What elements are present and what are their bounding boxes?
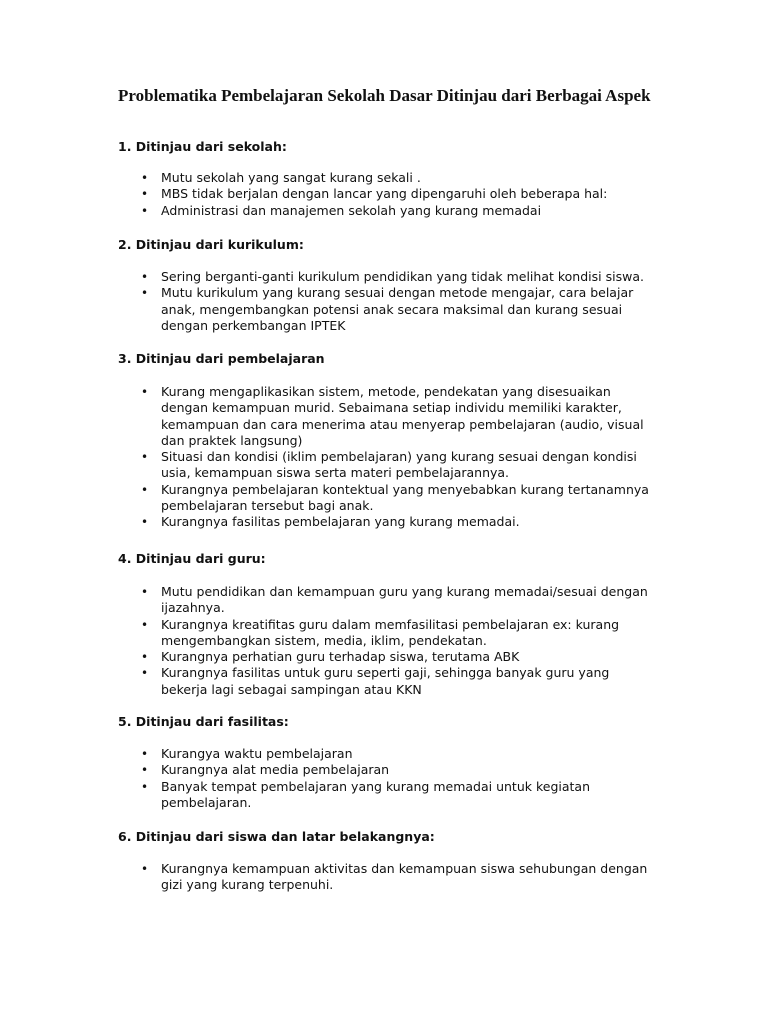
section-guru: [118, 550, 678, 698]
list-item: • Sering berganti-ganti kurikulum pendidikan yang tidak melihat kondisi siswa.: [118, 269, 651, 285]
section-heading: 6. Ditinjau dari siswa dan latar belakangnya:: [118, 829, 435, 844]
list-item: • Kurangnya fasilitas pembelajaran yang kurang memadai.: [118, 514, 651, 530]
list-item: • Banyak tempat pembelajaran yang kurang memadai untuk kegiatan pembelajaran.: [118, 779, 651, 812]
list-item: • Administrasi dan manajemen sekolah yang kurang memadai: [118, 203, 651, 219]
section-kurikulum: [118, 236, 678, 334]
list-item: • Kurangnya kemampuan aktivitas dan kemampuan siswa sehubungan dengan gizi yang kurang terpenuhi.: [118, 861, 651, 894]
list-item: • Mutu pendidikan dan kemampuan guru yang kurang memadai/sesuai dengan ijazahnya.: [118, 584, 651, 617]
bullet-list: [118, 584, 678, 698]
list-item: • Mutu sekolah yang sangat kurang sekali .: [118, 170, 651, 186]
list-item: • Kurang mengaplikasikan sistem, metode, pendekatan yang disesuaikan dengan kemampuan murid. Sebaimana setiap individu memiliki karakter, kemampuan dan cara menerima atau menyerap pembelajaran (audio, visual dan praktek langsung): [118, 384, 651, 449]
list-item: • MBS tidak berjalan dengan lancar yang dipengaruhi oleh beberapa hal:: [118, 186, 651, 202]
list-item: • Situasi dan kondisi (iklim pembelajaran) yang kurang sesuai dengan kondisi usia, kemampuan siswa serta materi pembelajarannya.: [118, 449, 651, 482]
bullet-list: [118, 269, 678, 334]
list-item: • Kurangya waktu pembelajaran: [118, 746, 651, 762]
bullet-list: [118, 384, 678, 531]
bullet-list: [118, 170, 678, 219]
section-pembelajaran: [118, 350, 678, 531]
list-item: • Kurangnya alat media pembelajaran: [118, 762, 651, 778]
section-sekolah: [118, 138, 678, 219]
section-fasilitas: [118, 713, 678, 811]
list-item: • Kurangnya perhatian guru terhadap siswa, terutama ABK: [118, 649, 651, 665]
list-item: • Kurangnya kreatifitas guru dalam memfasilitasi pembelajaran ex: kurang mengembangkan sistem, media, iklim, pendekatan.: [118, 617, 651, 650]
list-item: • Mutu kurikulum yang kurang sesuai dengan metode mengajar, cara belajar anak, mengembangkan potensi anak secara maksimal dan kurang sesuai dengan perkembangan IPTEK: [118, 285, 651, 334]
section-heading: 2. Ditinjau dari kurikulum:: [118, 237, 304, 252]
list-item: • Kurangnya fasilitas untuk guru seperti gaji, sehingga banyak guru yang bekerja lagi sebagai sampingan atau KKN: [118, 665, 651, 698]
bullet-list: [118, 861, 678, 894]
page-title: Problematika Pembelajaran Sekolah Dasar Ditinjau dari Berbagai Aspek: [118, 86, 651, 105]
section-heading: 1. Ditinjau dari sekolah:: [118, 139, 287, 154]
section-siswa: [118, 828, 678, 894]
list-item: • Kurangnya pembelajaran kontektual yang menyebabkan kurang tertanamnya pembelajaran tersebut bagi anak.: [118, 482, 651, 515]
bullet-list: [118, 746, 678, 811]
section-heading: 5. Ditinjau dari fasilitas:: [118, 714, 289, 729]
section-heading: 3. Ditinjau dari pembelajaran: [118, 351, 325, 366]
section-heading: 4. Ditinjau dari guru:: [118, 551, 266, 566]
